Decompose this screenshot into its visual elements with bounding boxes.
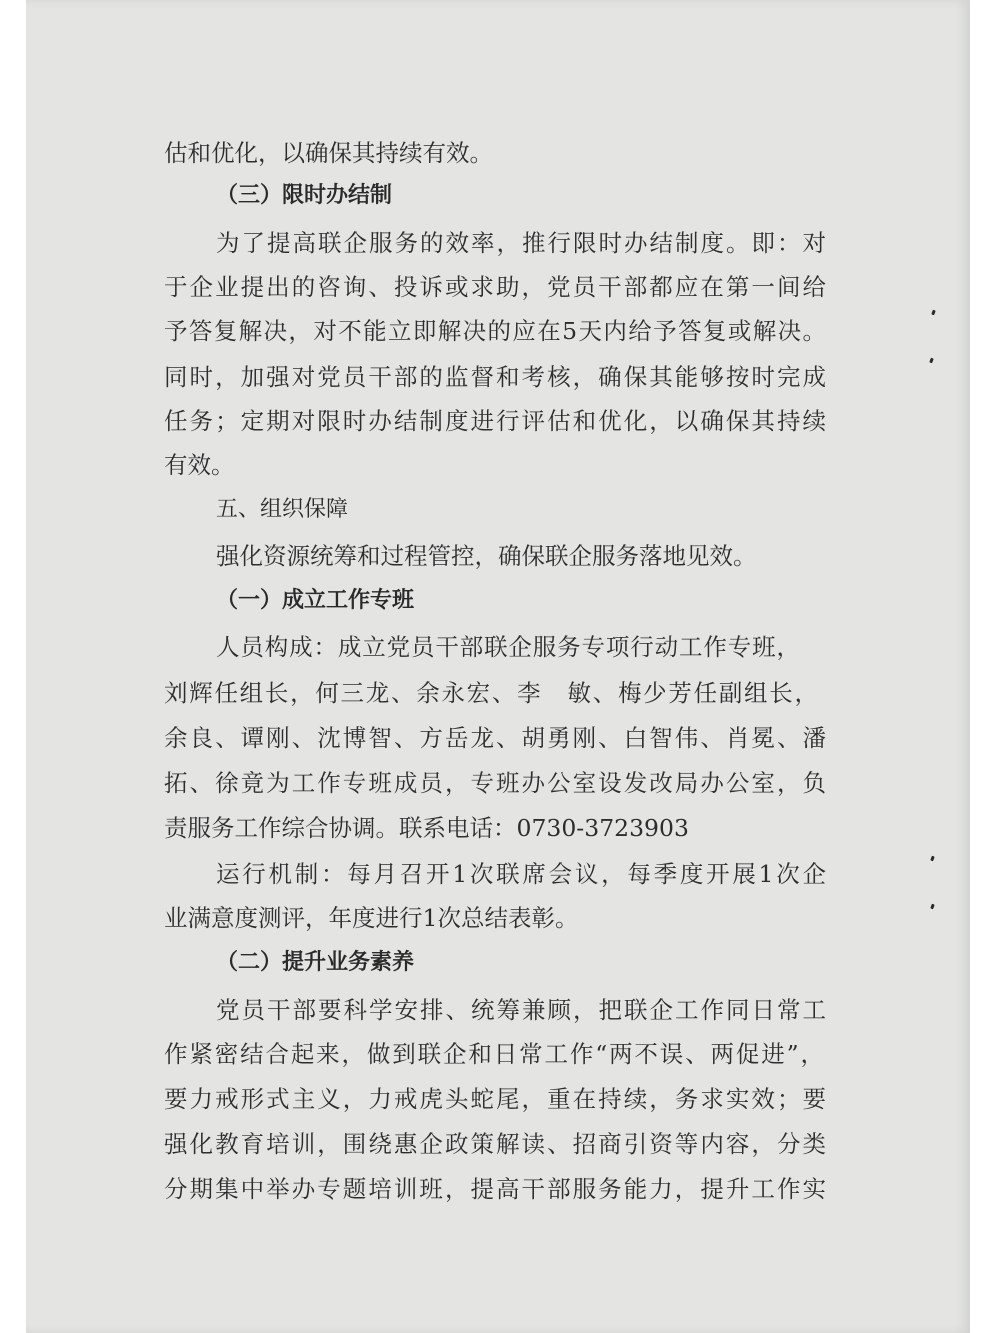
paragraph-line: 余良、谭刚、沈博智、方岳龙、胡勇刚、白智伟、肖冕、潘 xyxy=(164,724,826,752)
paragraph-line: 人员构成：成立党员干部联企服务专项行动工作专班， xyxy=(216,633,800,661)
paragraph-line: 为了提高联企服务的效率，推行限时办结制度。即：对 xyxy=(216,229,826,257)
paragraph-line: 于企业提出的咨询、投诉或求助，党员干部都应在第一间给 xyxy=(164,273,826,301)
paragraph-line: 刘辉任组长，何三龙、余永宏、李 敏、梅少芳任副组长， xyxy=(164,679,818,707)
section-heading: （三）限时办结制 xyxy=(216,183,393,208)
paragraph-line: 拓、徐竟为工作专班成员，专班办公室设发改局办公室，负 xyxy=(164,769,826,797)
paragraph-line: 分期集中举办专题培训班，提高干部服务能力，提升工作实 xyxy=(164,1175,826,1203)
section-heading: （一）成立工作专班 xyxy=(216,588,415,613)
paragraph-line: 任务；定期对限时办结制度进行评估和优化，以确保其持续 xyxy=(164,407,826,435)
punch-mark xyxy=(930,856,935,862)
punch-mark xyxy=(930,904,935,910)
section-heading: （二）提升业务素养 xyxy=(216,950,415,975)
paragraph-line: 估和优化，以确保其持续有效。 xyxy=(164,139,493,167)
paragraph-line: 予答复解决，对不能立即解决的应在5天内给予答复或解决。 xyxy=(164,317,826,345)
punch-mark xyxy=(931,310,936,316)
punch-mark xyxy=(929,358,934,364)
paragraph-line: 党员干部要科学安排、统筹兼顾，把联企工作同日常工 xyxy=(216,996,826,1024)
paragraph-line: 同时，加强对党员干部的监督和考核，确保其能够按时完成 xyxy=(164,363,826,391)
paragraph-line: 作紧密结合起来，做到联企和日常工作“两不误、两促进”， xyxy=(164,1040,824,1068)
chapter-heading: 五、组织保障 xyxy=(216,497,349,522)
paragraph-line: 责服务工作综合协调。联系电话：0730-3723903 xyxy=(164,814,689,842)
paragraph-line: 要力戒形式主义，力戒虎头蛇尾，重在持续，务求实效；要 xyxy=(164,1085,826,1113)
paragraph-line: 有效。 xyxy=(164,451,235,479)
paragraph-line: 强化教育培训，围绕惠企政策解读、招商引资等内容，分类 xyxy=(164,1130,826,1158)
paragraph-line: 运行机制：每月召开1次联席会议，每季度开展1次企 xyxy=(216,860,826,888)
paragraph-line: 强化资源统筹和过程管控，确保联企服务落地见效。 xyxy=(216,542,757,570)
paragraph-line: 业满意度测评，年度进行1次总结表彰。 xyxy=(164,904,579,932)
